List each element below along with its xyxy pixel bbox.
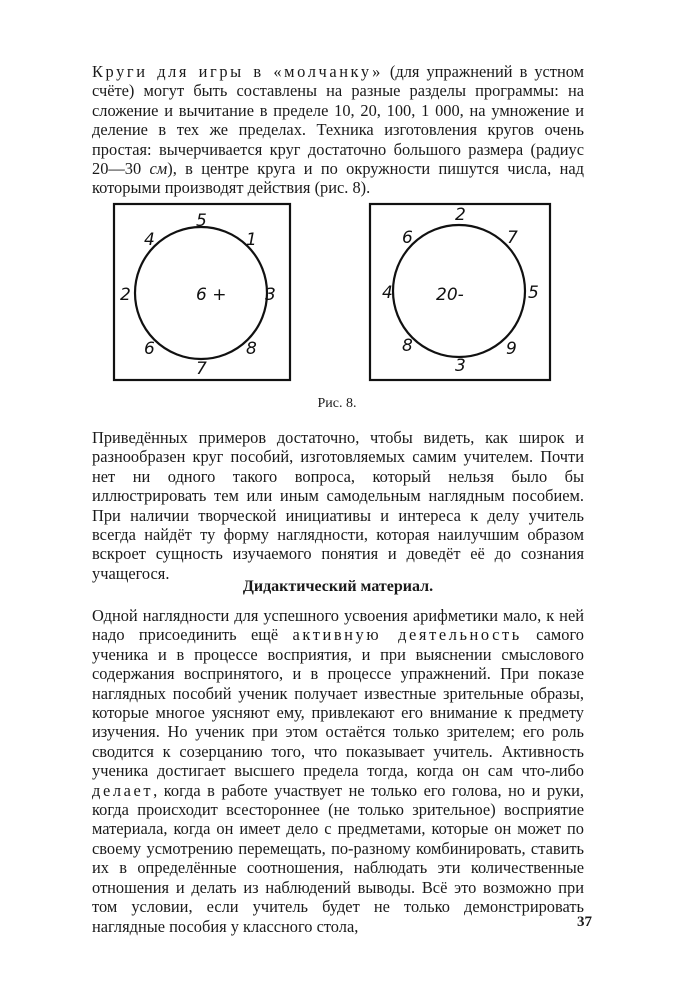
figure-8 <box>0 196 674 416</box>
circle-left-number: 6 <box>144 339 155 359</box>
circle-left-number: 1 <box>246 230 257 250</box>
intro-lead: Круги для игры в «молчанку» <box>92 62 383 81</box>
circle-right-number: 6 <box>402 228 413 248</box>
circle-left-number: 3 <box>265 285 276 305</box>
circle-left-number: 5 <box>196 211 207 231</box>
circle-right-number: 3 <box>455 356 466 376</box>
paragraph-didactic <box>92 606 584 936</box>
section-heading: Дидактический материал. <box>242 578 434 595</box>
circle-left-center: 6 + <box>196 285 227 305</box>
paragraph-examples: Приведённых примеров достаточно, чтобы видеть, как широк и разнообразен круг пособий, изготовляемых самим учителем. Почти нет ни одного такого вопроса, который нельзя было бы иллюстрировать тем или иным самодельным наглядным пособием. При наличии творческой инициативы и интереса к делу учитель всегда найдёт ту форму наглядности, которая наилучшим образом вскроет сущность изучаемого понятия и доведёт её до сознания учащегося. <box>92 428 584 583</box>
circle-right-center: 20- <box>436 285 464 305</box>
figure-caption: Рис. 8. <box>317 396 357 411</box>
circle-right-number: 4 <box>382 283 393 303</box>
circle-left-number: 8 <box>246 339 257 359</box>
circle-right-panel <box>370 204 550 380</box>
circle-left-number: 2 <box>120 285 131 305</box>
intro-paragraph <box>92 62 584 198</box>
emphasis-active: активную деятельность <box>292 625 522 645</box>
emphasis-does: делает <box>92 780 154 800</box>
intro-text-end: ), в центре круга и по окружности пишутся числа, над которыми производят действия (рис. 8). <box>92 159 584 198</box>
circle-left-number: 7 <box>196 359 207 379</box>
page-number: 37 <box>577 914 592 930</box>
circle-right-number: 2 <box>455 205 466 225</box>
circle-right-number: 8 <box>402 336 413 356</box>
paragraph-didactic-part2: самого ученика и в процессе восприятия, и при выяснении смыслового содержания воспринятого, и в процессе упражнений. При показе наглядных пособий ученик получает известные зрительные образы, которые многое уясняют ему, привлекают его внимание к предмету изучения. Но ученик при этом остаётся только зрителем; его роль сводится к созерцанию того, что показывает учитель. Активность ученика достигает высшего предела тогда, когда он сам что-либо <box>92 625 585 781</box>
circle-right-number: 9 <box>506 339 517 359</box>
circle-right-number: 7 <box>507 228 518 248</box>
circle-right-number: 5 <box>528 283 539 303</box>
paragraph-didactic-part1: Одной наглядности для успешного усвоения арифметики мало, к ней надо присоединить ещё <box>92 606 584 645</box>
circle-left-panel <box>114 204 290 380</box>
intro-unit: см <box>149 159 168 179</box>
circle-left-number: 4 <box>144 230 155 250</box>
intro-text: (для упражнений в устном счёте) могут быть составлены на разные разделы программы: на сложение и вычитание в пределе 10, 20, 100, 1 000, на умножение и деление в тех же пределах. Техника изготовления кругов очень простая: вычерчивается круг достаточно большого размера (радиус 20—30 <box>92 62 584 179</box>
paragraph-didactic-part3: , когда в работе участвует не только его голова, но и руки, когда происходит всестороннее (не только зрительное) восприятие материала, когда он имеет дело с предметами, которые он может по своему усмотрению перемещать, по-разному комбинировать, ставить их в определённые соотношения, наблюдать эти количественные отношения и делать из наблюдений выводы. Всё это возможно при том условии, если учитель будет не только демонстрировать наглядные пособия у классного стола, <box>92 780 584 936</box>
figure-drawing <box>0 196 674 396</box>
